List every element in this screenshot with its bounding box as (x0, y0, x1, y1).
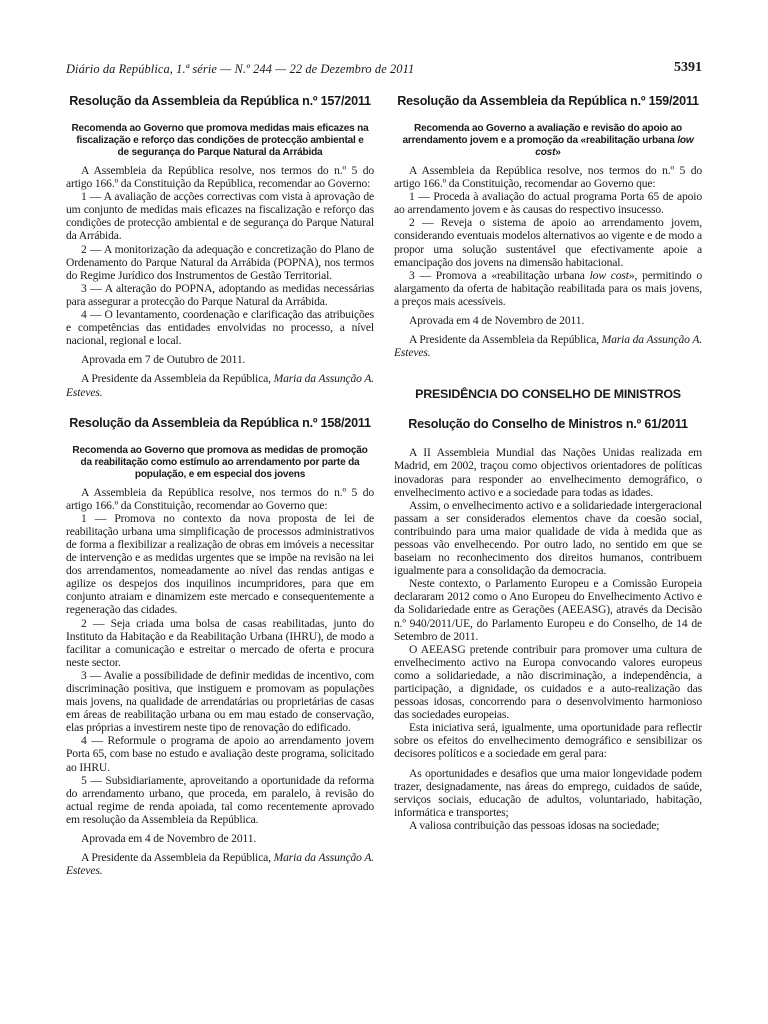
resolution-item: 4 — O levantamento, coordenação e clarificação das atribuições e competências das entidades envolvidas no processo, a nível nacional, regional e local. (66, 308, 374, 348)
signature-name: Maria da Assunção A. Esteves. (394, 333, 702, 360)
approval-date: Aprovada em 4 de Novembro de 2011. (409, 314, 585, 328)
resolution-item: 1 — A avaliação de acções correctivas com vista à aprovação de um conjunto de medidas mais eficazes na fiscalização e reforço das condições de protecção ambiental e de segurança do Parque Natural da Arrábida. (66, 190, 374, 243)
resolution-summary (398, 123, 698, 159)
resolution-item (394, 269, 702, 308)
journal-title: Diário da República, 1.ª série — N.º 244 — 22 de Dezembro de 2011 (66, 62, 415, 76)
resolution-summary: Recomenda ao Governo que promova as medidas de promoção da reabilitação como estímulo ao arrendamento por parte da população, e em especial dos jovens (72, 444, 368, 480)
page-number: 5391 (674, 60, 702, 75)
body-paragraph: Esta iniciativa será, igualmente, uma oportunidade para reflectir sobre os efeitos do envelhecimento demográfico e sensibilizar os decisores políticos e a sociedade em geral para: (394, 721, 702, 761)
summary-italic: low cost (535, 135, 694, 158)
signature (66, 372, 374, 398)
resolution-item: 2 — Seja criada uma bolsa de casas reabilitadas, junto do Instituto da Habitação e da Reabilitação Urbana (IHRU), de modo a facilitar a comunicação e estreitar o mercado de oferta e procura neste sector. (66, 616, 374, 669)
right-column (394, 94, 702, 832)
resolution-item: 2 — A monitorização da adequação e concretização do Plano de Ordenamento do Parque Natural da Arrábida (POPNA), nos termos do Regime Jurídico dos Instrumentos de Gestão Territorial. (66, 242, 374, 282)
resolution-item: 4 — Reformule o programa de apoio ao arrendamento jovem Porta 65, com base no estudo e avaliação deste programa, solicitado ao IHRU. (66, 734, 374, 774)
page-header (66, 60, 702, 80)
signature-name: Maria da Assunção A. Esteves. (66, 851, 374, 878)
resolution-intro: A Assembleia da República resolve, nos termos do n.º 5 do artigo 166.º da Constituição, recomendar ao Governo que: (394, 164, 702, 191)
resolution-intro: A Assembleia da República resolve, nos termos do n.º 5 do artigo 166.º da Constituição da República, recomendar ao Governo: (66, 164, 374, 191)
item-text-end: », permitindo o alargamento da oferta de habitação reabilitada para os mais jovens, a preços mais acessíveis. (394, 268, 702, 308)
item-italic: low cost (589, 268, 629, 282)
approval-date: Aprovada em 4 de Novembro de 2011. (81, 832, 257, 846)
body-paragraph: Assim, o envelhecimento activo e a solidariedade intergeracional passam a ser considerados elementos chave da coesão social, contribuindo para uma maior qualidade de vida à medida que as pessoas vão envelhecendo. Por outro lado, no sentido em que se baseiam no reconhecimento dos direitos humanos, contribuem igualmente para a consolidação da democracia. (394, 498, 702, 578)
summary-text: Recomenda ao Governo a avaliação e revisão do apoio ao arrendamento jovem e a promoção da «reabilitação urbana (402, 123, 682, 146)
approval-date: Aprovada em 7 de Outubro de 2011. (81, 353, 246, 367)
resolution-item: 1 — Proceda à avaliação do actual programa Porta 65 de apoio ao arrendamento jovem e às causas do respectivo insucesso. (394, 190, 702, 217)
resolution-title: Resolução da Assembleia da República n.º 158/2011 (69, 415, 371, 430)
left-column (66, 94, 374, 877)
summary-end: » (555, 147, 561, 158)
resolution-title: Resolução do Conselho de Ministros n.º 61/2011 (408, 417, 688, 432)
council-of-ministers (394, 387, 702, 832)
resolution-item: 3 — A alteração do POPNA, adoptando as medidas necessárias para assegurar a protecção do Parque Natural da Arrábida. (66, 281, 374, 308)
signature-role: A Presidente da Assembleia da República, (81, 851, 274, 865)
body-paragraph: As oportunidades e desafios que uma maior longevidade podem trazer, designadamente, nas áreas do emprego, cuidados de saúde, serviços sociais, educação de adultos, voluntariado, habitação, informática e transportes; (394, 766, 702, 819)
resolution-157 (66, 94, 374, 399)
resolution-intro: A Assembleia da República resolve, nos termos do n.º 5 do artigo 166.º da Constituição, recomendar ao Governo que: (66, 485, 374, 512)
resolution-159 (394, 94, 702, 359)
resolution-item: 3 — Avalie a possibilidade de definir medidas de incentivo, com discriminação positiva, que instiguem e promovam as populações mais jovens, na qualidade de arrendatárias ou proprietárias de casas em áreas de reabilitação urbana ou em mau estado de conservação, elas próprias a investirem neste tipo de renovação do edificado. (66, 668, 374, 735)
signature (394, 333, 702, 359)
resolution-title: Resolução da Assembleia da República n.º 157/2011 (69, 94, 371, 108)
signature (66, 851, 374, 877)
resolution-item: 2 — Reveja o sistema de apoio ao arrendamento jovem, considerando eventuais modelos alternativos ao vigente e de modo a propor uma solução sustentável que efectivamente apoie a emancipação dos jovens na dimensão habitacional. (394, 216, 702, 269)
signature-role: A Presidente da Assembleia da República, (409, 333, 602, 347)
body-paragraph: A valiosa contribuição das pessoas idosas na sociedade; (409, 818, 660, 832)
resolution-summary: Recomenda ao Governo que promova medidas mais eficazes na fiscalização e reforço das condições de protecção ambiental e de segurança do Parque Natural da Arrábida (71, 123, 369, 158)
resolution-item: 5 — Subsidiariamente, aproveitando a oportunidade da reforma do arrendamento urbano, que proceda, em paralelo, à revisão do actual regime de renda apoiada, tal como recentemente aprovado em resolução da Assembleia da República. (66, 773, 374, 826)
resolution-title: Resolução da Assembleia da República n.º 159/2011 (397, 94, 699, 108)
item-text: 3 — Promova a «reabilitação urbana (409, 268, 590, 282)
resolution-item: 1 — Promova no contexto da nova proposta de lei de reabilitação urbana uma simplificação de processos administrativos de forma a flexibilizar a realização de obras em imóveis a necessitar de intervenção e as medidas urgentes que se impõe na revisão na lei dos arrendamentos, nomeadamente ao nível das rendas antigas e agilize os despejos dos inquilinos incumpridores, para que em conjunto atraiam e dinamizem este mercado e consequentemente a regeneração das cidades. (66, 511, 374, 617)
body-paragraph: O AEEASG pretende contribuir para promover uma cultura de envelhecimento activo na Europa convocando valores europeus como a solidariedade, a não discriminação, a independência, a participação, a dignidade, os cuidados e a auto-realização das pessoas idosas, concorrendo para o desenvolvimento harmonioso das sociedades europeias. (394, 642, 702, 722)
resolution-158 (66, 416, 374, 878)
signature-role: A Presidente da Assembleia da República, (81, 372, 274, 386)
body-paragraph: Neste contexto, o Parlamento Europeu e a Comissão Europeia declararam 2012 como o Ano Europeu do Envelhecimento Activo e da Solidariedade entre as Gerações (AEEASG), através da Decisão n.º 940/2011/UE, do Parlamento Europeu e do Conselho, de 14 de Setembro de 2011. (394, 577, 702, 643)
section-title: PRESIDÊNCIA DO CONSELHO DE MINISTROS (415, 387, 681, 402)
body-paragraph: A II Assembleia Mundial das Nações Unidas realizada em Madrid, em 2002, traçou como objectivos orientadores de políticas inovadoras para responder ao envelhecimento demográfico, o envelhecimento activo e a sociedade para todas as idades. (394, 446, 702, 499)
signature-name: Maria da Assunção A. Esteves. (66, 372, 374, 399)
